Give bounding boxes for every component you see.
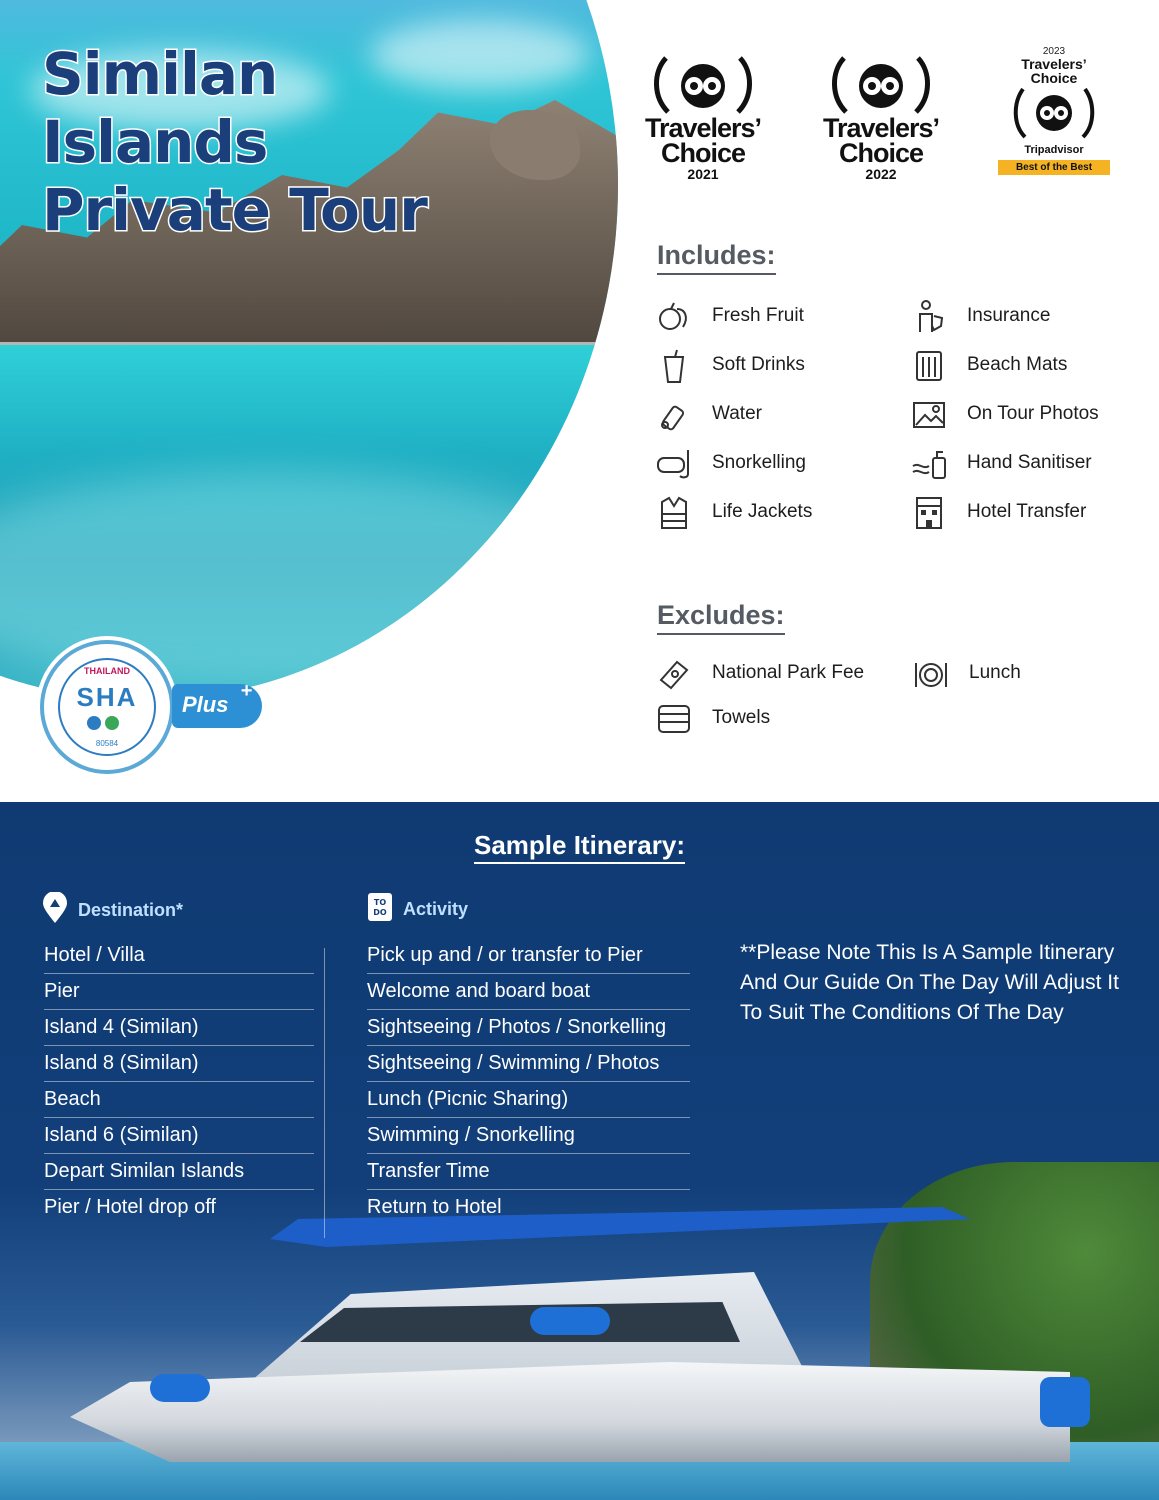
exclude-item-lunch: Lunch <box>913 657 949 691</box>
include-item-hand-sanitiser: Hand Sanitiser <box>911 447 947 481</box>
activity-header: TO DO Activity <box>367 892 468 927</box>
sha-badge: THAILAND SHA 80584 <box>40 640 174 774</box>
sha-plus-tag: Plus + <box>172 684 262 728</box>
sanitiser-icon <box>911 447 947 481</box>
table-row: Beach Lunch (Picnic Sharing) <box>44 1082 692 1118</box>
table-row: Hotel / Villa Pick up and / or transfer to Pier <box>44 938 692 974</box>
award-travelers-choice-2022: Travelers’ Choice 2022 <box>816 52 946 192</box>
fruit-icon <box>656 300 692 334</box>
exclude-item-towels: Towels <box>656 702 692 736</box>
destination-header: Destination* <box>42 892 183 929</box>
itinerary-title: Sample Itinerary: <box>0 830 1159 861</box>
photo-icon <box>911 398 947 432</box>
itinerary-note: **Please Note This Is A Sample Itinerary And Our Guide On The Day Will Adjust It To Suit The Conditions Of The Day <box>740 941 1119 1024</box>
include-item-life-jackets: Life Jackets <box>656 496 692 530</box>
include-item-water: Water <box>656 398 692 432</box>
best-of-the-best-ribbon: Best of the Best <box>998 160 1110 175</box>
speedboat-image <box>70 1362 1070 1462</box>
include-item-soft-drinks: Soft Drinks <box>656 349 692 383</box>
location-pin-icon <box>42 892 68 929</box>
owl-laurel-icon <box>826 52 936 116</box>
include-item-insurance: Insurance <box>911 300 947 334</box>
table-row: Island 4 (Similan) Sightseeing / Photos / Snorkelling <box>44 1010 692 1046</box>
include-item-fresh-fruit: Fresh Fruit <box>656 300 692 334</box>
insurance-icon <box>911 300 947 334</box>
owl-laurel-icon <box>1011 85 1097 141</box>
svg-text:DO: DO <box>373 908 387 917</box>
snorkel-mask-icon <box>656 447 692 481</box>
itinerary-table <box>44 938 692 1226</box>
table-row: Depart Similan Islands Transfer Time <box>44 1154 692 1190</box>
exclude-item-national-park-fee: National Park Fee <box>656 657 692 691</box>
award-travelers-choice-2023: 2023 Travelers’ Choice Tripadvisor Best of the Best <box>998 46 1110 175</box>
table-row: Pier / Hotel drop off Return to Hotel <box>44 1196 502 1218</box>
itinerary-section <box>0 802 1159 1500</box>
table-row: Island 6 (Similan) Swimming / Snorkelling <box>44 1118 692 1154</box>
beach-mat-icon <box>911 349 947 383</box>
include-item-beach-mats: Beach Mats <box>911 349 947 383</box>
hotel-icon <box>911 496 947 530</box>
excludes-heading: Excludes: <box>657 600 785 635</box>
table-row: Island 8 (Similan) Sightseeing / Swimming / Photos <box>44 1046 692 1082</box>
table-row: Pier Welcome and board boat <box>44 974 692 1010</box>
ticket-icon <box>656 657 692 691</box>
life-jacket-icon <box>656 496 692 530</box>
plate-icon <box>913 657 949 691</box>
award-travelers-choice-2021: Travelers’ Choice 2021 <box>638 52 768 192</box>
include-item-hotel-transfer: Hotel Transfer <box>911 496 947 530</box>
includes-heading: Includes: <box>657 240 776 275</box>
svg-text:TO: TO <box>373 898 387 907</box>
towel-icon <box>656 702 692 736</box>
include-item-snorkelling: Snorkelling <box>656 447 692 481</box>
include-item-on-tour-photos: On Tour Photos <box>911 398 947 432</box>
page-title: Similan Islands Private Tour <box>42 40 427 244</box>
owl-laurel-icon <box>648 52 758 116</box>
cup-icon <box>656 349 692 383</box>
todo-icon <box>367 892 393 927</box>
water-bottle-icon <box>656 398 692 432</box>
